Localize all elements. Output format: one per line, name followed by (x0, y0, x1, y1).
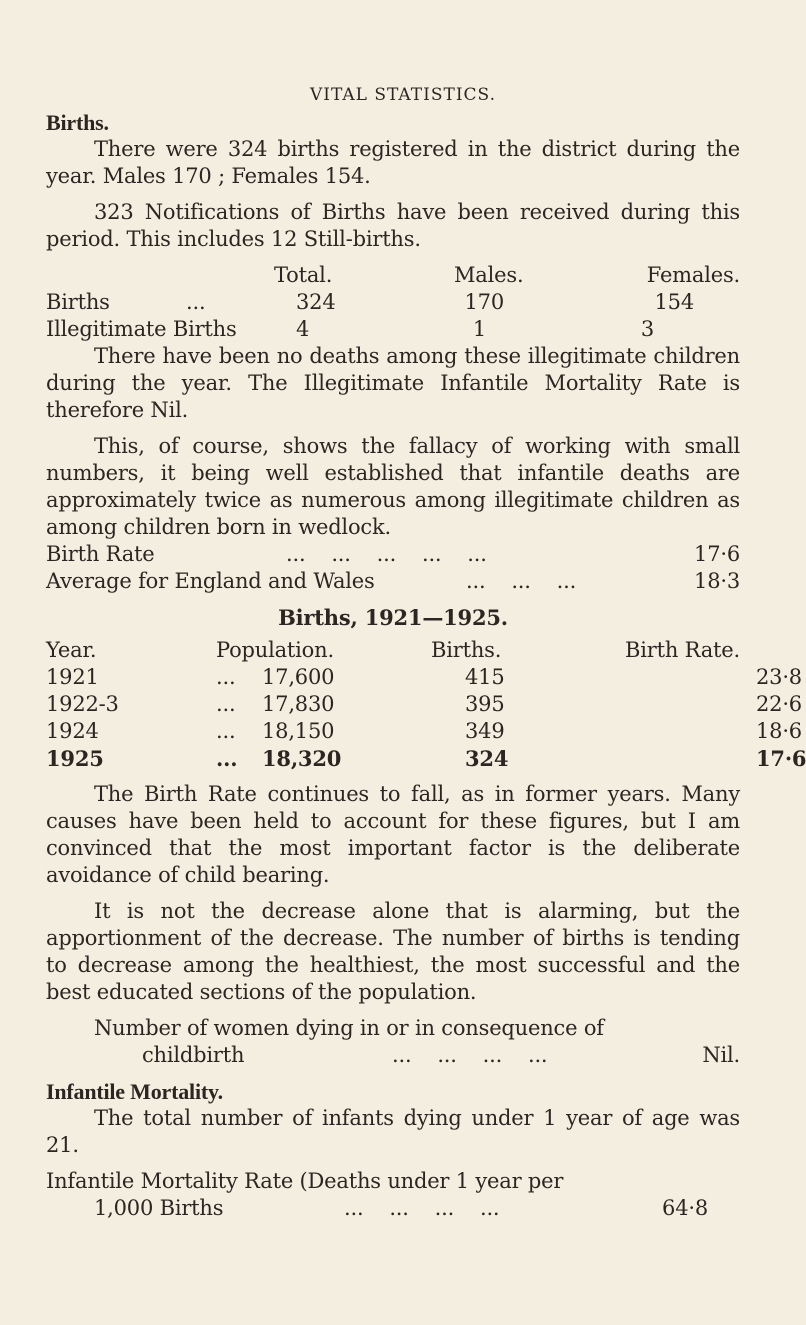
col-header: Males. (454, 263, 524, 287)
cell-dots: ... (216, 746, 238, 771)
table-row (46, 691, 802, 718)
paragraph: The total number of infants dying under 1 year of age was 21. (46, 1106, 740, 1157)
document-page (46, 82, 806, 1222)
cell-year: 1924 (46, 719, 99, 743)
col-header: Females. (646, 263, 740, 287)
cell-dots: ... (216, 719, 236, 743)
cell-population: 18,150 (262, 719, 335, 743)
table-title: Births, 1921—1925. (278, 605, 508, 630)
summary-table (46, 262, 740, 343)
table-row (46, 664, 802, 691)
cell-rate: 18·6 (756, 719, 802, 743)
paragraph: The Birth Rate continues to fall, as in former years. Many causes have been held to account for these figures, but I am convinced that the most important factor is the deliberate avoidance of child bearing. (46, 782, 740, 887)
table-row: Illegitimate Births 4 1 3 (46, 317, 654, 341)
cell-births: 324 (465, 746, 509, 771)
table-row (46, 718, 802, 745)
infant-heading: Infantile Mortality. (46, 1079, 223, 1104)
average-rate-line: Average for England and Wales ... ... ... 18·3 (46, 569, 740, 593)
running-head: VITAL STATISTICS. (310, 85, 496, 105)
cell-year: 1925 (46, 746, 104, 771)
paragraph: This, of course, shows the fallacy of working with small numbers, it being well established that infantile deaths are approximately twice as numerous among illegitimate children as among children born in wedlock. (46, 434, 740, 539)
imr-line1: Infantile Mortality Rate (Deaths under 1 year per (46, 1169, 564, 1193)
births-table (46, 637, 806, 772)
cell-population: 18,320 (262, 746, 342, 771)
table-header-row: Year. Population. Births. Birth Rate. (46, 638, 740, 662)
imr-line2: 1,000 Births ... ... ... ... 64·8 (94, 1196, 708, 1220)
table-row: Births ... 324 170 154 (46, 290, 694, 314)
paragraph: There were 324 births registered in the district during the year. Males 170 ; Females 154. (46, 137, 740, 188)
cell-dots: ... (216, 665, 236, 689)
cell-rate: 23·8 (756, 665, 802, 689)
cell-dots: ... (216, 692, 236, 716)
cell-population: 17,830 (262, 692, 335, 716)
cell-births: 395 (465, 692, 505, 716)
cell-births: 415 (465, 665, 505, 689)
cell-rate: 22·6 (756, 692, 802, 716)
paragraph: It is not the decrease alone that is alarming, but the apportionment of the decrease. The number of births is tending to decrease among the healthiest, the most successful and the best educated sections of the population. (46, 899, 740, 1004)
birth-rate-line: Birth Rate ... ... ... ... ... 17·6 (46, 542, 740, 566)
col-header: Total. (274, 263, 333, 287)
cell-births: 349 (465, 719, 505, 743)
births-heading: Births. (46, 110, 109, 135)
paragraph: 323 Notifications of Births have been received during this period. This includes 12 Still-births. (46, 200, 740, 251)
cell-year: 1922-3 (46, 692, 119, 716)
maternal-line2: childbirth ... ... ... ... Nil. (142, 1043, 740, 1067)
table-row (46, 745, 806, 772)
cell-year: 1921 (46, 665, 99, 689)
cell-rate: 17·6 (756, 746, 806, 771)
maternal-line1: Number of women dying in or in consequence of (94, 1016, 604, 1040)
paragraph: There have been no deaths among these illegitimate children during the year. The Illegitimate Infantile Mortality Rate is therefore Nil. (46, 344, 740, 422)
cell-population: 17,600 (262, 665, 335, 689)
